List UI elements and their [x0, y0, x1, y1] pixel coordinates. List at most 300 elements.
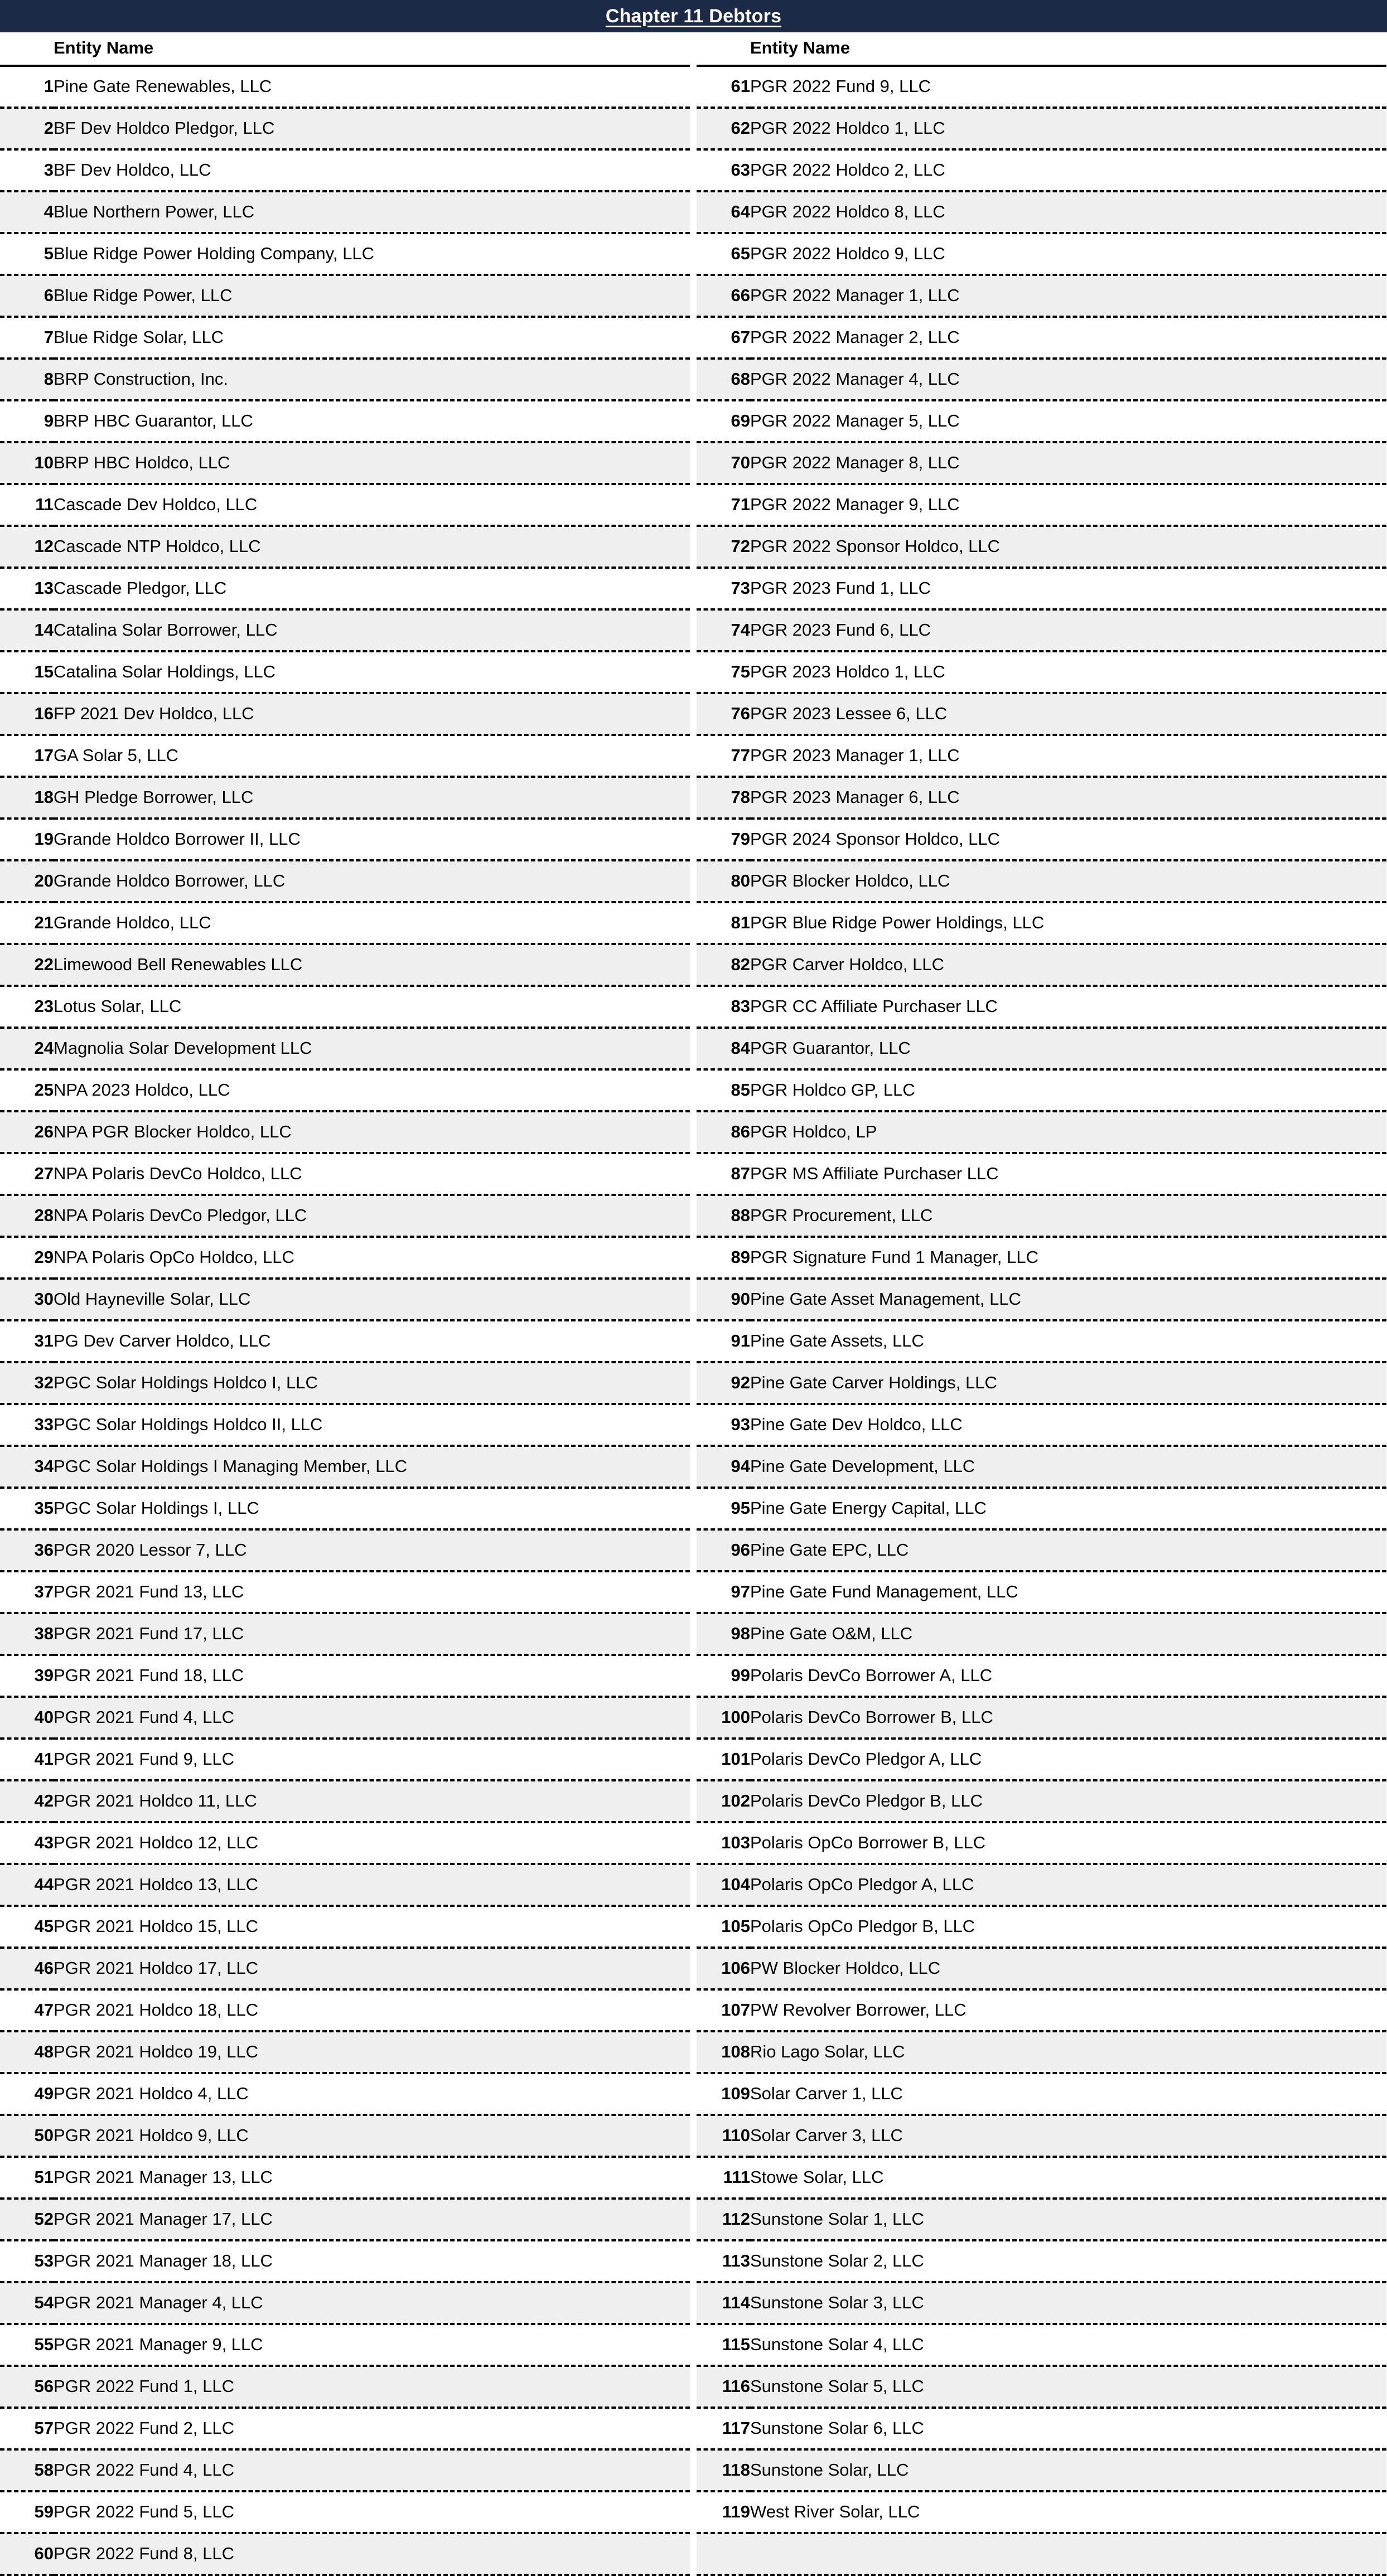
- document-title-bar: [0, 0, 1387, 32]
- row-number: 112: [697, 2199, 750, 2240]
- row-number: 42: [0, 1780, 54, 1822]
- row-number: 117: [697, 2408, 750, 2449]
- table-row: [697, 2240, 1386, 2282]
- table-row: [697, 1529, 1386, 1571]
- entity-name-cell: Polaris DevCo Pledgor B, LLC: [750, 1780, 1386, 1822]
- table-row: [697, 359, 1386, 400]
- entity-name-cell: Grande Holdco Borrower, LLC: [54, 860, 690, 902]
- table-row: [697, 317, 1386, 359]
- row-number: 9: [0, 400, 54, 442]
- table-row: [697, 442, 1386, 484]
- table-head-left: [0, 32, 690, 66]
- row-number: 103: [697, 1822, 750, 1864]
- table-row: [697, 2282, 1386, 2324]
- table-row: [697, 1697, 1386, 1739]
- table-row: [0, 484, 690, 526]
- table-row: [0, 2240, 690, 2282]
- entity-name-cell: PGR 2022 Manager 5, LLC: [750, 400, 1386, 442]
- entity-name-cell: NPA 2023 Holdco, LLC: [54, 1069, 690, 1111]
- table-row: [0, 66, 690, 108]
- row-number: 3: [0, 149, 54, 191]
- table-row: [697, 526, 1386, 568]
- table-row: [0, 1279, 690, 1320]
- table-row: [0, 2031, 690, 2073]
- row-number: 52: [0, 2199, 54, 2240]
- table-row: [0, 108, 690, 149]
- table-row: [0, 359, 690, 400]
- entity-name-cell: Pine Gate Energy Capital, LLC: [750, 1488, 1386, 1529]
- entity-name-cell: Pine Gate Fund Management, LLC: [750, 1571, 1386, 1613]
- entity-name-cell: Sunstone Solar 2, LLC: [750, 2240, 1386, 2282]
- table-row: [697, 400, 1386, 442]
- entity-name-cell: PGR 2021 Fund 4, LLC: [54, 1697, 690, 1739]
- row-number: 71: [697, 484, 750, 526]
- table-row: [0, 2073, 690, 2115]
- table-row: [0, 2282, 690, 2324]
- table-row: [697, 1320, 1386, 1362]
- row-number: 34: [0, 1446, 54, 1488]
- table-row: [0, 275, 690, 317]
- entity-name-cell: PGR 2022 Fund 1, LLC: [54, 2366, 690, 2408]
- table-row: [697, 1571, 1386, 1613]
- row-number: 21: [0, 902, 54, 944]
- table-row: [697, 1488, 1386, 1529]
- table-row: [0, 1613, 690, 1655]
- row-number: 40: [0, 1697, 54, 1739]
- table-row: [0, 944, 690, 986]
- entity-name-cell: Polaris DevCo Borrower B, LLC: [750, 1697, 1386, 1739]
- table-body-left: [0, 66, 690, 2575]
- row-number: 95: [697, 1488, 750, 1529]
- table-row: [697, 149, 1386, 191]
- table-row: [697, 902, 1386, 944]
- table-row: [0, 400, 690, 442]
- row-number: 78: [697, 777, 750, 819]
- table-row: [0, 860, 690, 902]
- row-number: 64: [697, 191, 750, 233]
- entity-name-cell: West River Solar, LLC: [750, 2491, 1386, 2533]
- entity-table-left: [0, 32, 690, 2576]
- table-row: [697, 777, 1386, 819]
- entity-name-cell: Pine Gate Renewables, LLC: [54, 66, 690, 108]
- entity-name-cell: PGR 2022 Fund 2, LLC: [54, 2408, 690, 2449]
- table-row: [697, 2073, 1386, 2115]
- row-number: 107: [697, 1989, 750, 2031]
- row-number: 51: [0, 2157, 54, 2199]
- row-number: 97: [697, 1571, 750, 1613]
- entity-name-cell: PGC Solar Holdings I Managing Member, LLC: [54, 1446, 690, 1488]
- row-number: 22: [0, 944, 54, 986]
- entity-name-cell: PW Blocker Holdco, LLC: [750, 1948, 1386, 1989]
- row-number: 29: [0, 1237, 54, 1279]
- entity-name-cell: PGR 2021 Holdco 11, LLC: [54, 1780, 690, 1822]
- row-number: 110: [697, 2115, 750, 2157]
- table-row: [697, 1446, 1386, 1488]
- entity-name-cell: BRP Construction, Inc.: [54, 359, 690, 400]
- row-number: 76: [697, 693, 750, 735]
- entity-table-right: [697, 32, 1386, 2576]
- table-row: [697, 1069, 1386, 1111]
- row-number: 87: [697, 1153, 750, 1195]
- entity-name-cell: PGC Solar Holdings I, LLC: [54, 1488, 690, 1529]
- table-row: [697, 1279, 1386, 1320]
- table-row: [0, 233, 690, 275]
- row-number: 35: [0, 1488, 54, 1529]
- table-row: [697, 651, 1386, 693]
- entity-name-cell: PGR Procurement, LLC: [750, 1195, 1386, 1237]
- entity-name-cell: Stowe Solar, LLC: [750, 2157, 1386, 2199]
- entity-name-cell: Blue Ridge Power, LLC: [54, 275, 690, 317]
- row-number: 104: [697, 1864, 750, 1906]
- table-row: [697, 108, 1386, 149]
- entity-name-cell: PGR 2022 Holdco 9, LLC: [750, 233, 1386, 275]
- table-row: [697, 1362, 1386, 1404]
- table-row: [0, 777, 690, 819]
- entity-name-cell: Rio Lago Solar, LLC: [750, 2031, 1386, 2073]
- row-number: 88: [697, 1195, 750, 1237]
- entity-name-cell: Polaris DevCo Borrower A, LLC: [750, 1655, 1386, 1697]
- table-row: [0, 2533, 690, 2575]
- entity-name-cell: PGR Blocker Holdco, LLC: [750, 860, 1386, 902]
- entity-name-cell: Limewood Bell Renewables LLC: [54, 944, 690, 986]
- table-row: [0, 526, 690, 568]
- table-row: [0, 651, 690, 693]
- table-row: [697, 2199, 1386, 2240]
- row-number: 74: [697, 609, 750, 651]
- table-row: [697, 986, 1386, 1028]
- entity-name-cell: Polaris DevCo Pledgor A, LLC: [750, 1739, 1386, 1780]
- table-row: [0, 191, 690, 233]
- row-number: 59: [0, 2491, 54, 2533]
- table-row: [697, 2366, 1386, 2408]
- row-number: 85: [697, 1069, 750, 1111]
- table-row: [0, 2408, 690, 2449]
- entity-name-cell: Old Hayneville Solar, LLC: [54, 1279, 690, 1320]
- row-number: 82: [697, 944, 750, 986]
- row-number: 79: [697, 819, 750, 860]
- table-row: [697, 2408, 1386, 2449]
- entity-name-cell: FP 2021 Dev Holdco, LLC: [54, 693, 690, 735]
- entity-name-cell: PGR 2021 Holdco 12, LLC: [54, 1822, 690, 1864]
- row-number: 19: [0, 819, 54, 860]
- row-number: 56: [0, 2366, 54, 2408]
- table-row: [0, 442, 690, 484]
- table-row: [697, 2449, 1386, 2491]
- column-header-number: [0, 32, 54, 66]
- entity-name-cell: Blue Ridge Solar, LLC: [54, 317, 690, 359]
- table-row: [697, 568, 1386, 609]
- table-row: [0, 1028, 690, 1069]
- entity-name-cell: PGR 2022 Fund 5, LLC: [54, 2491, 690, 2533]
- row-number: 58: [0, 2449, 54, 2491]
- entity-name-cell: Cascade Pledgor, LLC: [54, 568, 690, 609]
- column-header-entity-name: Entity Name: [54, 32, 690, 66]
- header-row: [697, 32, 1386, 66]
- entity-name-cell: NPA Polaris DevCo Pledgor, LLC: [54, 1195, 690, 1237]
- entity-name-cell: BF Dev Holdco, LLC: [54, 149, 690, 191]
- table-row: [0, 1153, 690, 1195]
- table-row: [697, 2533, 1386, 2575]
- row-number: 27: [0, 1153, 54, 1195]
- row-number: 36: [0, 1529, 54, 1571]
- entity-name-cell: PGR Carver Holdco, LLC: [750, 944, 1386, 986]
- entity-name-cell: PGR 2022 Manager 2, LLC: [750, 317, 1386, 359]
- entity-name-cell: PGR CC Affiliate Purchaser LLC: [750, 986, 1386, 1028]
- entity-name-cell: PGR 2023 Fund 1, LLC: [750, 568, 1386, 609]
- row-number: 94: [697, 1446, 750, 1488]
- entity-name-cell: NPA Polaris OpCo Holdco, LLC: [54, 1237, 690, 1279]
- row-number: 91: [697, 1320, 750, 1362]
- table-row: [697, 1237, 1386, 1279]
- entity-name-cell: PGR 2022 Holdco 8, LLC: [750, 191, 1386, 233]
- table-row: [0, 1404, 690, 1446]
- row-number: 4: [0, 191, 54, 233]
- table-row: [0, 1697, 690, 1739]
- table-row: [697, 1195, 1386, 1237]
- entity-name-cell: PGR 2021 Holdco 9, LLC: [54, 2115, 690, 2157]
- table-row: [0, 1195, 690, 1237]
- row-number: 96: [697, 1529, 750, 1571]
- row-number: 66: [697, 275, 750, 317]
- row-number: 89: [697, 1237, 750, 1279]
- row-number: 49: [0, 2073, 54, 2115]
- row-number: 8: [0, 359, 54, 400]
- entity-name-cell: PGR 2021 Holdco 13, LLC: [54, 1864, 690, 1906]
- table-row: [0, 1529, 690, 1571]
- row-number: 118: [697, 2449, 750, 2491]
- table-row: [697, 1989, 1386, 2031]
- row-number: 70: [697, 442, 750, 484]
- row-number: 65: [697, 233, 750, 275]
- entity-name-cell: Catalina Solar Holdings, LLC: [54, 651, 690, 693]
- entity-name-cell: BRP HBC Holdco, LLC: [54, 442, 690, 484]
- entity-name-cell: PGR 2021 Manager 9, LLC: [54, 2324, 690, 2366]
- table-row: [697, 609, 1386, 651]
- entity-name-cell: PGR 2023 Lessee 6, LLC: [750, 693, 1386, 735]
- row-number: 25: [0, 1069, 54, 1111]
- row-number: 105: [697, 1906, 750, 1948]
- header-row: [0, 32, 690, 66]
- entity-name-cell: Cascade Dev Holdco, LLC: [54, 484, 690, 526]
- row-number: 80: [697, 860, 750, 902]
- table-row: [697, 1655, 1386, 1697]
- table-body-right: [697, 66, 1386, 2575]
- row-number: 83: [697, 986, 750, 1028]
- entity-name-cell: PGR 2021 Fund 17, LLC: [54, 1613, 690, 1655]
- table-row: [697, 484, 1386, 526]
- table-row: [0, 2366, 690, 2408]
- row-number: 75: [697, 651, 750, 693]
- entity-name-cell: PGR 2022 Manager 1, LLC: [750, 275, 1386, 317]
- entity-name-cell: Polaris OpCo Pledgor B, LLC: [750, 1906, 1386, 1948]
- table-row: [697, 1404, 1386, 1446]
- row-number: 16: [0, 693, 54, 735]
- row-number: 31: [0, 1320, 54, 1362]
- entity-name-cell: PGR 2023 Manager 1, LLC: [750, 735, 1386, 777]
- table-row: [697, 1111, 1386, 1153]
- table-row: [697, 860, 1386, 902]
- entity-name-cell: PGR 2022 Holdco 1, LLC: [750, 108, 1386, 149]
- row-number: 15: [0, 651, 54, 693]
- table-row: [697, 1153, 1386, 1195]
- row-number: 54: [0, 2282, 54, 2324]
- entity-name-cell: NPA Polaris DevCo Holdco, LLC: [54, 1153, 690, 1195]
- row-number: 86: [697, 1111, 750, 1153]
- row-number: 72: [697, 526, 750, 568]
- row-number: 63: [697, 149, 750, 191]
- column-header-number: [697, 32, 750, 66]
- entity-name-cell: PGR 2021 Holdco 18, LLC: [54, 1989, 690, 2031]
- row-number: 37: [0, 1571, 54, 1613]
- table-row: [0, 609, 690, 651]
- entity-name-cell: PGR 2022 Fund 8, LLC: [54, 2533, 690, 2575]
- table-row: [0, 986, 690, 1028]
- entity-name-cell: Grande Holdco, LLC: [54, 902, 690, 944]
- row-number: 100: [697, 1697, 750, 1739]
- entity-name-cell: Pine Gate Carver Holdings, LLC: [750, 1362, 1386, 1404]
- row-number: 60: [0, 2533, 54, 2575]
- table-row: [0, 149, 690, 191]
- entity-name-cell: Sunstone Solar, LLC: [750, 2449, 1386, 2491]
- table-row: [0, 2115, 690, 2157]
- entity-name-cell: PGC Solar Holdings Holdco II, LLC: [54, 1404, 690, 1446]
- table-row: [0, 1655, 690, 1697]
- table-row: [697, 1739, 1386, 1780]
- entity-name-cell: PGR 2023 Holdco 1, LLC: [750, 651, 1386, 693]
- table-row: [0, 2157, 690, 2199]
- row-number: 102: [697, 1780, 750, 1822]
- row-number: 115: [697, 2324, 750, 2366]
- entity-name-cell: GH Pledge Borrower, LLC: [54, 777, 690, 819]
- entity-name-cell: [750, 2533, 1386, 2575]
- table-row: [0, 2449, 690, 2491]
- entity-name-cell: PGR 2021 Manager 17, LLC: [54, 2199, 690, 2240]
- table-row: [697, 191, 1386, 233]
- row-number: 67: [697, 317, 750, 359]
- table-row: [0, 1780, 690, 1822]
- entity-name-cell: Sunstone Solar 6, LLC: [750, 2408, 1386, 2449]
- entity-name-cell: Polaris OpCo Pledgor A, LLC: [750, 1864, 1386, 1906]
- entity-name-cell: Solar Carver 3, LLC: [750, 2115, 1386, 2157]
- entity-name-cell: PGR 2021 Holdco 19, LLC: [54, 2031, 690, 2073]
- table-row: [697, 735, 1386, 777]
- row-number: 20: [0, 860, 54, 902]
- table-row: [0, 1069, 690, 1111]
- row-number: 12: [0, 526, 54, 568]
- row-number: 109: [697, 2073, 750, 2115]
- row-number: 90: [697, 1279, 750, 1320]
- table-row: [0, 1822, 690, 1864]
- entity-name-cell: PGR 2021 Fund 18, LLC: [54, 1655, 690, 1697]
- entity-name-cell: PGR Blue Ridge Power Holdings, LLC: [750, 902, 1386, 944]
- row-number: 5: [0, 233, 54, 275]
- row-number: 101: [697, 1739, 750, 1780]
- entity-name-cell: Blue Northern Power, LLC: [54, 191, 690, 233]
- entity-name-cell: PGR 2022 Manager 4, LLC: [750, 359, 1386, 400]
- table-row: [697, 1822, 1386, 1864]
- row-number: 39: [0, 1655, 54, 1697]
- row-number: 43: [0, 1822, 54, 1864]
- entity-name-cell: PGR 2021 Holdco 4, LLC: [54, 2073, 690, 2115]
- table-row: [0, 1111, 690, 1153]
- entity-name-cell: Polaris OpCo Borrower B, LLC: [750, 1822, 1386, 1864]
- entity-name-cell: PGR 2021 Fund 13, LLC: [54, 1571, 690, 1613]
- row-number: [697, 2533, 750, 2575]
- row-number: 32: [0, 1362, 54, 1404]
- table-head-right: [697, 32, 1386, 66]
- row-number: 111: [697, 2157, 750, 2199]
- left-column: [0, 32, 693, 2576]
- entity-name-cell: GA Solar 5, LLC: [54, 735, 690, 777]
- row-number: 47: [0, 1989, 54, 2031]
- row-number: 113: [697, 2240, 750, 2282]
- row-number: 14: [0, 609, 54, 651]
- entity-name-cell: Pine Gate EPC, LLC: [750, 1529, 1386, 1571]
- entity-name-cell: PGR 2022 Manager 9, LLC: [750, 484, 1386, 526]
- table-row: [0, 1320, 690, 1362]
- row-number: 18: [0, 777, 54, 819]
- row-number: 98: [697, 1613, 750, 1655]
- entity-name-cell: Blue Ridge Power Holding Company, LLC: [54, 233, 690, 275]
- table-row: [697, 2324, 1386, 2366]
- table-row: [697, 1028, 1386, 1069]
- entity-name-cell: NPA PGR Blocker Holdco, LLC: [54, 1111, 690, 1153]
- row-number: 33: [0, 1404, 54, 1446]
- table-row: [0, 1948, 690, 1989]
- entity-name-cell: Pine Gate Assets, LLC: [750, 1320, 1386, 1362]
- table-row: [0, 1488, 690, 1529]
- entity-name-cell: Pine Gate Development, LLC: [750, 1446, 1386, 1488]
- entity-name-cell: Lotus Solar, LLC: [54, 986, 690, 1028]
- table-row: [0, 819, 690, 860]
- entity-name-cell: PG Dev Carver Holdco, LLC: [54, 1320, 690, 1362]
- row-number: 114: [697, 2282, 750, 2324]
- row-number: 57: [0, 2408, 54, 2449]
- entity-name-cell: BF Dev Holdco Pledgor, LLC: [54, 108, 690, 149]
- right-column: [693, 32, 1386, 2576]
- table-row: [697, 944, 1386, 986]
- row-number: 92: [697, 1362, 750, 1404]
- table-row: [697, 2157, 1386, 2199]
- row-number: 1: [0, 66, 54, 108]
- row-number: 41: [0, 1739, 54, 1780]
- row-number: 62: [697, 108, 750, 149]
- row-number: 116: [697, 2366, 750, 2408]
- entity-name-cell: Sunstone Solar 1, LLC: [750, 2199, 1386, 2240]
- row-number: 6: [0, 275, 54, 317]
- table-row: [697, 233, 1386, 275]
- table-row: [697, 1864, 1386, 1906]
- row-number: 69: [697, 400, 750, 442]
- entity-name-cell: PGR Holdco, LP: [750, 1111, 1386, 1153]
- row-number: 77: [697, 735, 750, 777]
- entity-name-cell: PGR Signature Fund 1 Manager, LLC: [750, 1237, 1386, 1279]
- entity-name-cell: PGR 2024 Sponsor Holdco, LLC: [750, 819, 1386, 860]
- entity-name-cell: PGR 2021 Holdco 15, LLC: [54, 1906, 690, 1948]
- entity-name-cell: PGR Guarantor, LLC: [750, 1028, 1386, 1069]
- row-number: 99: [697, 1655, 750, 1697]
- entity-name-cell: PGR 2023 Fund 6, LLC: [750, 609, 1386, 651]
- entity-name-cell: PGR 2023 Manager 6, LLC: [750, 777, 1386, 819]
- table-row: [697, 2115, 1386, 2157]
- row-number: 13: [0, 568, 54, 609]
- row-number: 61: [697, 66, 750, 108]
- entity-name-cell: Pine Gate Dev Holdco, LLC: [750, 1404, 1386, 1446]
- row-number: 17: [0, 735, 54, 777]
- row-number: 26: [0, 1111, 54, 1153]
- row-number: 45: [0, 1906, 54, 1948]
- row-number: 68: [697, 359, 750, 400]
